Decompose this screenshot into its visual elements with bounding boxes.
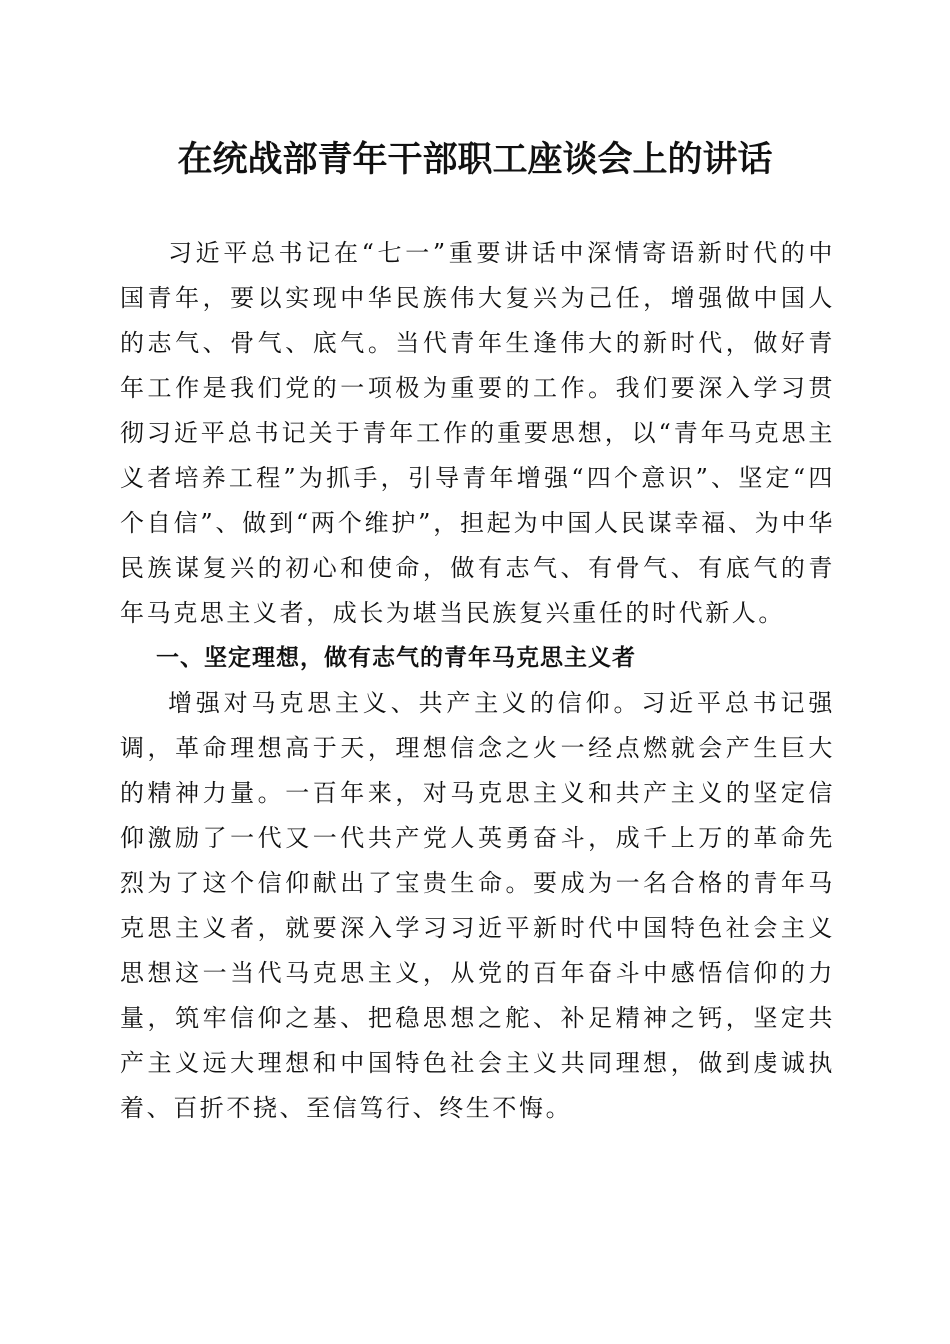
paragraph-section-1: 增强对马克思主义、共产主义的信仰。习近平总书记强调，革命理想高于天，理想信念之火一经点燃就会产生巨大的精神力量。一百年来，对马克思主义和共产主义的坚定信仰激励了一代又一代共产党人英勇奋斗，成千上万的革命先烈为了这个信仰献出了宝贵生命。要成为一名合格的青年马克思主义者，就要深入学习习近平新时代中国特色社会主义思想这一当代马克思主义，从党的百年奋斗中感悟信仰的力量，筑牢信仰之基、把稳思想之舵、补足精神之钙，坚定共产主义远大理想和中国特色社会主义共同理想，做到虔诚执着、百折不挠、至信笃行、终生不悔。 bbox=[120, 689, 835, 1122]
section-heading-1: 一、坚定理想，做有志气的青年马克思主义者 bbox=[156, 645, 636, 671]
document-title: 在统战部青年干部职工座谈会上的讲话 bbox=[177, 139, 773, 180]
document-body bbox=[120, 231, 835, 1131]
paragraph-intro: 习近平总书记在“七一”重要讲话中深情寄语新时代的中国青年，要以实现中华民族伟大复兴为己任，增强做中国人的志气、骨气、底气。当代青年生逢伟大的新时代，做好青年工作是我们党的一项极为重要的工作。我们要深入学习贯彻习近平总书记关于青年工作的重要思想，以“青年马克思主义者培养工程”为抓手，引导青年增强“四个意识”、坚定“四个自信”、做到“两个维护”，担起为中国人民谋幸福、为中华民族谋复兴的初心和使命，做有志气、有骨气、有底气的青年马克思主义者，成长为堪当民族复兴重任的时代新人。 bbox=[120, 239, 835, 627]
